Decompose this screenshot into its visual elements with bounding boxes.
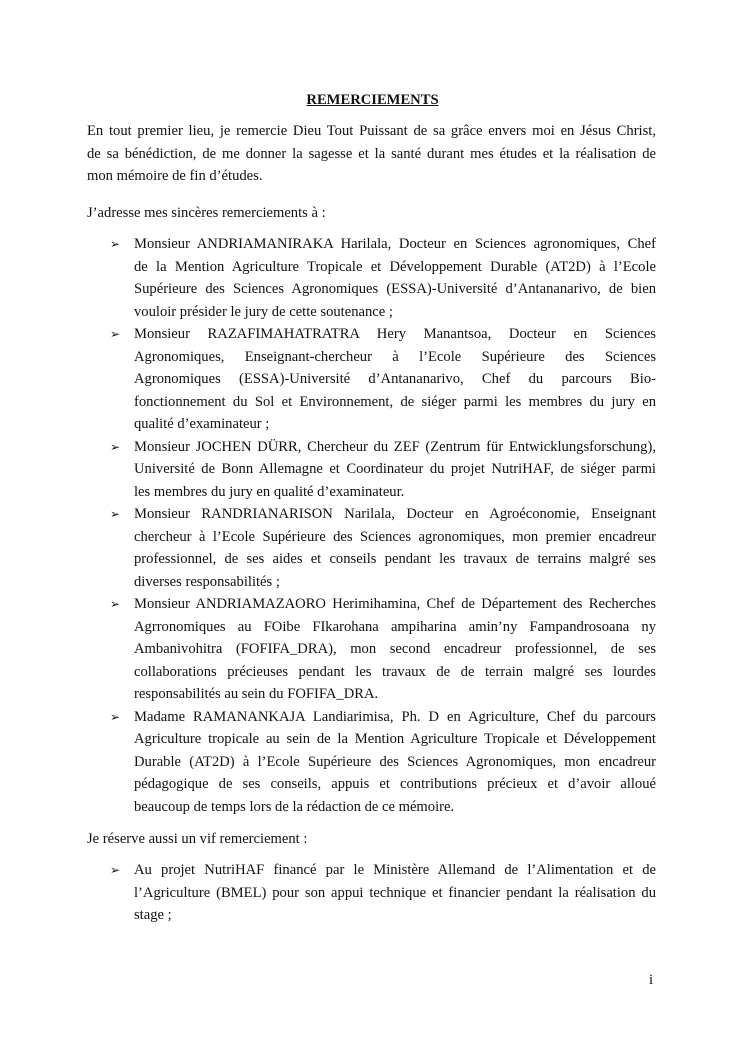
arrow-bullet-icon: ➢: [110, 597, 121, 611]
reserve-paragraph: [87, 828, 656, 851]
address-paragraph: [87, 202, 656, 225]
text-line: Agronomiques, Enseignant-chercheur à l’Ecole Supérieure des Sciences: [134, 348, 656, 365]
page-title: REMERCIEMENTS: [306, 92, 439, 108]
text-line: Agriculture tropicale au sein de la Mention Agriculture Tropicale et Développement: [134, 731, 656, 747]
arrow-bullet-icon: ➢: [110, 327, 121, 341]
text-line: mon mémoire de fin d’études.: [87, 168, 263, 184]
text-line: vouloir présider le jury de cette soutenance ;: [134, 303, 393, 320]
text-line: responsabilités au sein du FOFIFA_DRA.: [134, 686, 379, 702]
text-line: Monsieur RANDRIANARISON Narilala, Docteur en Agroéconomie, Enseignant: [134, 506, 656, 522]
text-line: qualité d’examinateur ;: [134, 416, 270, 432]
reserve-list: [87, 859, 656, 927]
text-line: de la Mention Agriculture Tropicale et Développement Durable (AT2D) à l’Ecole: [134, 258, 656, 275]
text-line: stage ;: [134, 907, 172, 923]
list-item: [87, 323, 656, 436]
text-line: Au projet NutriHAF financé par le Ministère Allemand de l’Alimentation et de: [134, 862, 656, 878]
arrow-bullet-icon: ➢: [110, 709, 121, 724]
text-line: Agronomiques (ESSA)-Université d’Antananarivo, Chef du parcours Bio-: [134, 371, 656, 387]
text-line: Monsieur ANDRIAMAZAORO Herimihamina, Chef de Département des Recherches: [134, 596, 656, 612]
text-line: chercheur à l’Ecole Supérieure des Sciences agronomiques, mon premier encadreur: [134, 528, 656, 545]
text-line: Durable (AT2D) à l’Ecole Supérieure des Sciences Agronomiques, mon encadreur: [134, 753, 656, 770]
text-line: Ambanivohitra (FOFIFA_DRA), mon second encadreur professionnel, de ses: [134, 641, 656, 657]
list-item: [87, 706, 656, 819]
arrow-bullet-icon: ➢: [110, 507, 121, 521]
text-line: beaucoup de temps lors de la rédaction de ce mémoire.: [134, 798, 455, 815]
text-line: Université de Bonn Allemagne et Coordinateur du projet NutriHAF, de siéger parmi: [134, 461, 656, 477]
list-item: [87, 593, 656, 706]
text-line: l’Agriculture (BMEL) pour son appui technique et financier pendant la réalisation du: [134, 884, 656, 901]
text-line: Monsieur JOCHEN DÜRR, Chercheur du ZEF (Zentrum für Entwicklungsforschung),: [134, 438, 656, 455]
text-line: Je réserve aussi un vif remerciement :: [87, 831, 308, 847]
text-line: collaborations précieuses pendant les travaux de de terrain malgré ses lourdes: [134, 663, 656, 680]
list-item: [87, 436, 656, 504]
arrow-bullet-icon: ➢: [110, 237, 121, 251]
arrow-bullet-icon: ➢: [110, 863, 121, 877]
text-line: En tout premier lieu, je remercie Dieu Tout Puissant de sa grâce envers moi en Jésus Christ,: [87, 123, 656, 139]
text-line: Supérieure des Sciences Agronomiques (ESSA)-Université d’Antananarivo, de bien: [134, 281, 656, 297]
text-line: diverses responsabilités ;: [134, 573, 280, 590]
thanks-list: [87, 233, 656, 818]
text-line: Monsieur ANDRIAMANIRAKA Harilala, Docteur en Sciences agronomiques, Chef: [134, 236, 656, 252]
arrow-bullet-icon: ➢: [110, 439, 121, 454]
text-line: les membres du jury en qualité d’examinateur.: [134, 483, 405, 500]
intro-paragraph: [87, 120, 656, 188]
text-line: de sa bénédiction, de me donner la sagesse et la santé durant mes études et la réalisation de: [87, 145, 656, 162]
text-line: Agrronomiques au FOibe FIkarohana ampiharina amin’ny Fampandrosoana ny: [134, 618, 656, 635]
text-line: Monsieur RAZAFIMAHATRATRA Hery Manantsoa, Docteur en Sciences: [134, 326, 656, 342]
page-number: i: [649, 972, 654, 988]
list-item: [87, 859, 656, 927]
list-item: [87, 503, 656, 593]
list-item: [87, 233, 656, 323]
text-line: pédagogique de ses conseils, appuis et contributions précieux et d’avoir alloué: [134, 776, 656, 792]
text-line: Madame RAMANANKAJA Landiarimisa, Ph. D en Agriculture, Chef du parcours: [134, 708, 656, 725]
text-line: fonctionnement du Sol et Environnement, de siéger parmi les membres du jury en: [134, 393, 656, 410]
text-line: J’adresse mes sincères remerciements à :: [87, 205, 326, 221]
text-line: professionnel, de ses aides et conseils pendant les travaux de terrains malgré ses: [134, 551, 656, 567]
